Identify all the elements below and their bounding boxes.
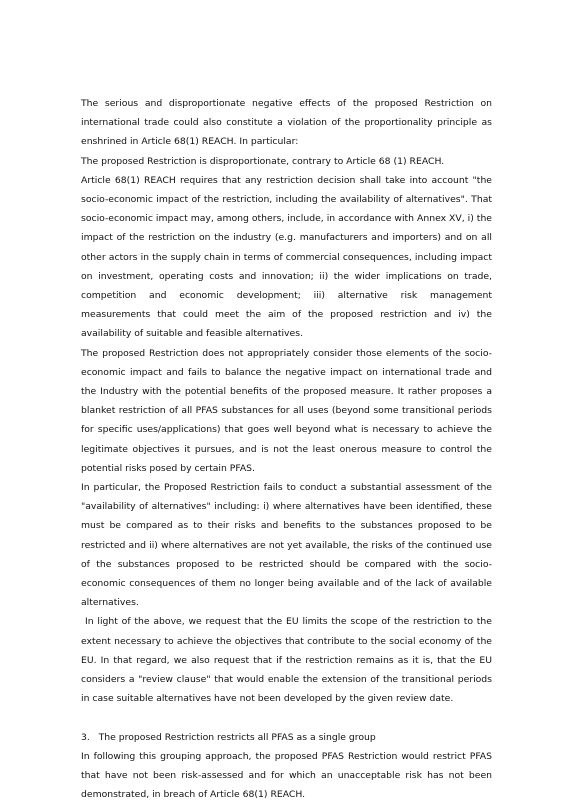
paragraph-availability-of-alternatives: In particular, the Proposed Restriction fails to conduct a substantial assessment of the "availability of alternatives" including: i) where alternatives have been identified, these must be compared as to their risks and benefits to the substances proposed to be restricted and ii) where alternatives are not yet available, the risks of the continued use of the substances proposed to be restricted should be compared with the socio-economic consequences of them no longer being available and of the lack of available alternatives. <box>81 482 492 609</box>
paragraph-proportionality-intro: The serious and disproportionate negative effects of the proposed Restriction on international trade could also constitute a violation of the proportionality principle as enshrined in Article 68(1) REACH. In particular: <box>81 98 492 148</box>
document-body <box>81 94 492 805</box>
paragraph-article-68-requirements: Article 68(1) REACH requires that any restriction decision shall take into account "the socio-economic impact of the restriction, including the availability of alternatives". That socio-economic impact may, among others, include, in accordance with Annex XV, i) the impact of the restriction on the industry (e.g. manufacturers and importers) and on all other actors in the supply chain in terms of commercial consequences, including impact on investment, operating costs and innovation; ii) the wider implications on trade, competition and economic development; iii) alternative risk management measurements that could meet the aim of the proposed restriction and iv) the availability of suitable and feasible alternatives. <box>81 174 492 340</box>
section-heading-single-group: 3. The proposed Restriction restricts all PFAS as a single group <box>81 731 376 743</box>
paragraph-request-limit-scope: In light of the above, we request that the EU limits the scope of the restriction to the extent necessary to achieve the objectives that contribute to the social economy of the EU. In that regard, we also request that if the restriction remains as it is, that the EU considers a "review clause" that would enable the extension of the transitional periods in case suitable alternatives have not been developed by the given review date. <box>81 616 492 705</box>
paragraph-spacer <box>81 709 492 728</box>
paragraph-disproportionate-statement: The proposed Restriction is disproportionate, contrary to Article 68 (1) REACH. <box>81 155 445 167</box>
paragraph-grouping-approach: In following this grouping approach, the proposed PFAS Restriction would restrict PFAS that have not been risk-assessed and for which an unacceptable risk has not been demonstrated, in breach of Article 68(1) REACH. <box>81 750 492 801</box>
paragraph-socio-economic-impact: The proposed Restriction does not appropriately consider those elements of the socio-economic impact and fails to balance the negative impact on international trade and the Industry with the potential benefits of the proposed measure. It rather proposes a blanket restriction of all PFAS substances for all uses (beyond some transitional periods for specific uses/applications) that goes well beyond what is necessary to achieve the legitimate objectives it pursues, and is not the least onerous measure to control the potential risks posed by certain PFAS. <box>81 347 492 474</box>
